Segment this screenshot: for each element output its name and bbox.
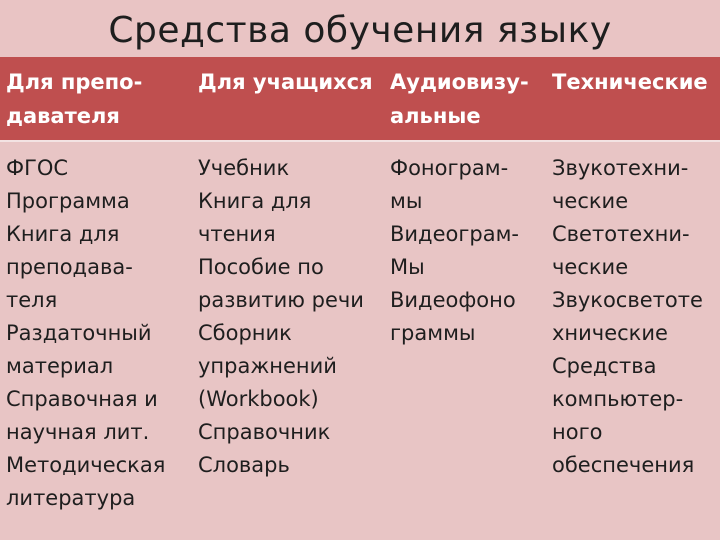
cell-for-teacher: ФГОС Программа Книга для преподава- теля Раздаточный материал Справочная и научная лит. Методическая литература [6, 156, 166, 510]
header-for-students: Для учащихся [198, 70, 373, 94]
header-audiovisual: Аудиовизу- альные [390, 70, 529, 128]
teaching-aids-table [0, 57, 720, 540]
slide-title: Средства обучения языку [108, 10, 612, 51]
table-body-row [0, 142, 720, 540]
cell-for-students: Учебник Книга для чтения Пособие по развитию речи Сборник упражнений (Workbook) Справочник Словарь [198, 156, 364, 477]
cell-technical: Звукотехни- ческие Светотехни- ческие Звукосветоте хнические Средства компьютер- ного обеспечения [552, 156, 703, 477]
cell-audiovisual: Фонограм- мы Видеограм- Мы Видеофоно граммы [390, 156, 519, 345]
header-technical: Технические [552, 70, 708, 94]
header-for-teacher: Для препо- давателя [6, 70, 143, 128]
table-header-row [0, 57, 720, 142]
